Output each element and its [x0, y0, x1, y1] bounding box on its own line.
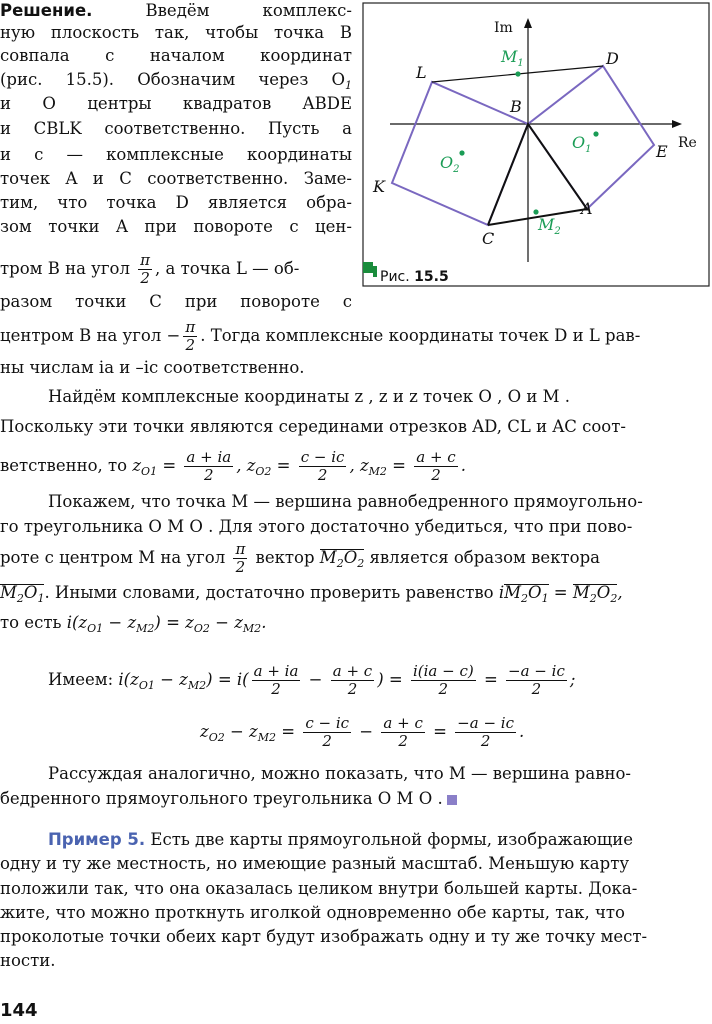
fraction-pi-over-2: $\frac{\pi}{2}$: [235, 540, 246, 576]
text-span: положили так, что она оказалась целиком внутри большей карты. Дока-: [0, 879, 638, 898]
text-span: , а точка L — об-: [155, 259, 300, 278]
fraction-pi-over-2: $\frac{\pi}{2}$: [140, 251, 151, 287]
label-m1: $M_1$: [501, 47, 524, 69]
text-span: Имеем:: [48, 670, 114, 689]
text-span: и CBLK соответственно. Пусть a: [0, 119, 352, 138]
vector-m2o1: $M_2O_1$: [0, 583, 45, 605]
vector-m2o2: $M_2O_2$: [319, 548, 365, 570]
point-m1: [515, 71, 520, 76]
formula-to-check: $i(z_{O1} - z_{M2}) = z_{O2} - z_{M2}$.: [66, 613, 267, 635]
text-span: ны числам ia и –ic соответственно.: [0, 358, 305, 377]
text-span: одну и ту же местность, но имеющие разный масштаб. Меньшую карту: [0, 854, 630, 873]
text-line: [0, 950, 712, 972]
formula-compute-2: $z_{O2} - z_{M2}$ = $\frac{c - ic}{2}$ − $\frac{a + c}{2}$ = $\frac{-a - ic}{2}$ .: [200, 714, 525, 750]
text-span: Введём комплекс-: [92, 1, 352, 20]
text-line: [0, 926, 712, 948]
text-line: [0, 878, 712, 900]
figure-caption: Рис. 15.5: [380, 269, 449, 285]
formula-midpoints: $z_{O1}$ = $\frac{a + ia}{2}$ , $z_{O2}$ = $\frac{c - ic}{2}$ , $z_{M2}$ = $\frac{a + c}{2}$ .: [132, 448, 466, 484]
text-line: [0, 69, 352, 91]
text-line: [0, 0, 352, 22]
text-line: [0, 357, 712, 379]
label-k: K: [373, 177, 385, 196]
text-line: [0, 252, 352, 286]
figure-svg: [360, 0, 712, 290]
label-im: Im: [494, 20, 513, 36]
text-span: совпала с началом координат: [0, 46, 352, 65]
text-span: жите, что можно проткнуть иголкой одновременно обе карты, так, что: [0, 903, 625, 922]
text-span: разом точки C при повороте с: [0, 292, 352, 311]
text-span: Поскольку эти точки являются серединами отрезков AD, CL и AC соот-: [0, 417, 626, 436]
text-line: [0, 216, 352, 238]
text-line: [0, 416, 712, 438]
text-line: [0, 829, 712, 851]
text-span: Найдём комплексные координаты z , z и z точек O , O и M .: [48, 387, 570, 406]
label-o1: $O_1$: [572, 133, 592, 155]
label-re: Re: [678, 135, 697, 151]
text-span: Покажем, что точка M — вершина равнобедренного прямоугольно-: [48, 492, 643, 511]
text-span: тим, что точка D является обра-: [0, 193, 352, 212]
text-span: тром B на угол: [0, 259, 130, 278]
text-span: (рис. 15.5). Обозначим через O: [0, 70, 345, 89]
re-axis-arrow: [672, 120, 682, 128]
label-l: L: [416, 63, 427, 82]
label-a: A: [581, 199, 593, 218]
subscript: 1: [345, 79, 352, 92]
text-span: вектор: [255, 548, 315, 567]
formula-equality: $iM_2O_1 = M_2O_2$,: [498, 583, 623, 605]
caption-marker: [363, 262, 373, 273]
label-e: E: [656, 142, 668, 161]
text-line: [0, 516, 712, 538]
text-span: ности.: [0, 951, 56, 970]
text-line: [0, 93, 352, 115]
text-line: [0, 291, 352, 313]
label-o2: $O_2$: [440, 153, 460, 175]
text-line: [0, 318, 712, 354]
text-span: го треугольника O M O . Для этого достаточно убедиться, что при пово-: [0, 517, 633, 536]
text-span: ную плоскость так, чтобы точка B: [0, 23, 352, 42]
text-line: [0, 712, 712, 752]
text-line: [0, 612, 712, 634]
label-c: C: [482, 229, 495, 248]
page-number: 144: [0, 1000, 38, 1021]
point-o2: [459, 150, 464, 155]
text-line: [0, 118, 352, 140]
text-span: центром B на угол −: [0, 326, 181, 345]
text-span: Рассуждая аналогично, можно показать, что M — вершина равно-: [48, 764, 631, 783]
text-span: проколотые точки обеих карт будут изображать одну и ту же точку мест-: [0, 927, 648, 946]
text-span: точек A и C соответственно. Заме-: [0, 169, 352, 188]
text-line: [0, 763, 712, 785]
text-line: [0, 192, 352, 214]
formula-compute-1: $i(z_{O1} - z_{M2}) = i$( $\frac{a + ia}{2}$ − $\frac{a + c}{2}$ ) = $\frac{i(ia - c)}{2}$ = $\frac{-a - ic}{2}$ ;: [118, 662, 576, 698]
square-abde: [528, 66, 654, 209]
label-b: B: [510, 97, 522, 116]
caption-marker-bar: [373, 266, 377, 277]
solution-heading: Решение.: [0, 1, 93, 20]
text-span: ветственно, то: [0, 456, 128, 475]
end-of-proof-mark: [447, 795, 457, 805]
text-line: [0, 448, 712, 484]
figure-15-5: [360, 0, 712, 290]
text-line: [0, 902, 712, 924]
text-line: [0, 22, 352, 44]
fraction-pi-over-2: $\frac{\pi}{2}$: [185, 318, 196, 354]
text-line: [0, 582, 712, 604]
text-line: [0, 540, 712, 576]
point-m2: [533, 209, 538, 214]
text-span: и c — комплексные координаты: [0, 145, 352, 164]
text-span: является образом вектора: [369, 548, 600, 567]
text-span: Есть две карты прямоугольной формы, изображающие: [145, 830, 634, 849]
text-line: [0, 144, 352, 166]
label-d: D: [606, 49, 619, 68]
text-line: [0, 660, 712, 700]
text-span: то есть: [0, 613, 62, 632]
text-line: [0, 491, 712, 513]
text-line: [0, 45, 352, 67]
text-span: . Иными словами, достаточно проверить равенство: [44, 583, 494, 602]
text-span: и O центры квадратов ABDE: [0, 94, 352, 113]
text-line: [0, 788, 712, 810]
im-axis-arrow: [524, 18, 532, 28]
example-label: Пример 5.: [48, 830, 146, 849]
label-m2: $M_2$: [538, 215, 561, 237]
text-span: . Тогда комплексные координаты точек D и L рав-: [200, 326, 641, 345]
text-line: [0, 168, 352, 190]
text-span: зом точки A при повороте с цен-: [0, 217, 352, 236]
text-span: роте с центром M на угол: [0, 548, 226, 567]
text-span: бедренного прямоугольного треугольника O M O .: [0, 789, 443, 808]
text-line: [0, 386, 712, 408]
text-line: [0, 853, 712, 875]
point-o1: [593, 131, 598, 136]
